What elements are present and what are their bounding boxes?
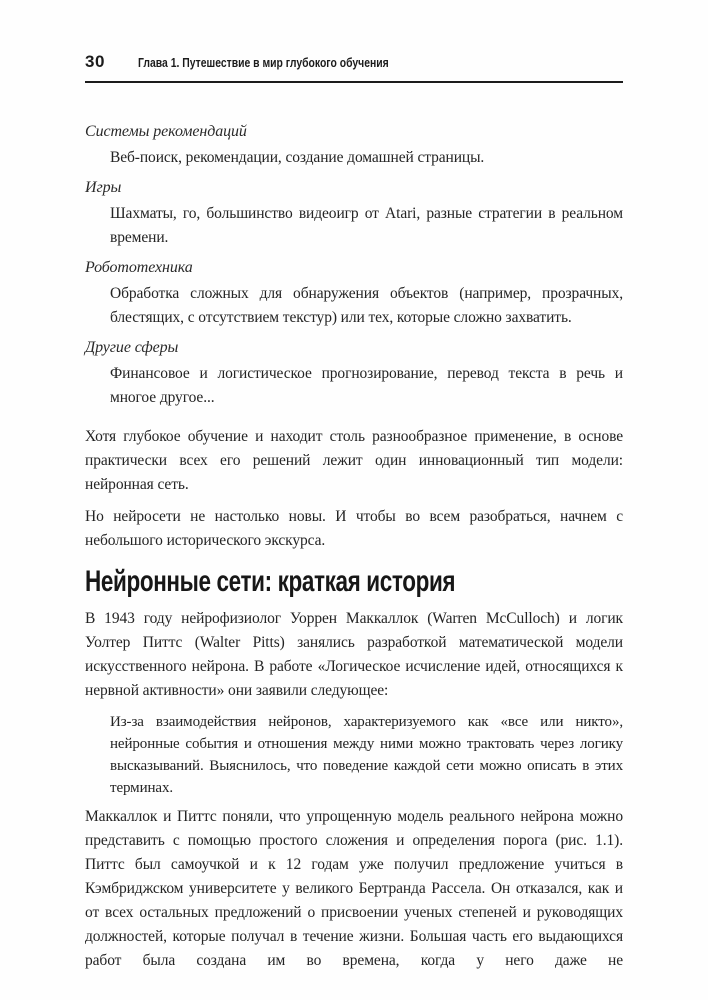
definition-term: Игры [85, 179, 122, 196]
definition-description: Веб-поиск, рекомендации, создание домашней страницы. [110, 149, 485, 166]
definition-term: Другие сферы [85, 339, 179, 356]
intro-paragraph: Хотя глубокое обучение и находит столь разнообразное применение, в основе практически всех его решений лежит один инновационный тип модели: нейронная сеть. [85, 428, 623, 493]
definition-block [85, 122, 623, 170]
definition-block [85, 338, 623, 410]
block-quote: Из-за взаимодействия нейронов, характеризуемого как «все или никто», нейронные события и отношения между ними можно трактовать через логику высказываний. Выяснилось, что поведение каждой сети можно описать в этих терминах. [110, 714, 623, 796]
page-body [85, 83, 623, 973]
page-number: 30 [85, 52, 105, 71]
definition-term: Робототехника [85, 259, 193, 276]
intro-paragraph: Но нейросети не настолько новы. И чтобы во всем разобраться, начнем с небольшого исторического экскурса. [85, 508, 623, 549]
body-paragraph: В 1943 году нейрофизиолог Уоррен Маккаллок (Warren McCulloch) и логик Уолтер Питтс (Walter Pitts) занялись разработкой математической модели искусственного нейрона. В работе «Логическое исчисление идей, относящихся к нервной активности» они заявили следующее: [85, 610, 623, 699]
definition-description: Обработка сложных для обнаружения объектов (например, прозрачных, блестящих, с отсутствием текстур) или тех, которые сложно захватить. [110, 285, 623, 326]
section-heading: Нейронные сети: краткая история [85, 565, 456, 598]
definition-description: Шахматы, го, большинство видеоигр от Atari, разные стратегии в реальном времени. [110, 205, 623, 246]
definition-block [85, 178, 623, 250]
chapter-running-title: Глава 1. Путешествие в мир глубокого обучения [137, 55, 389, 70]
definition-term: Системы рекомендаций [85, 123, 247, 140]
body-paragraph: Маккаллок и Питтс поняли, что упрощенную модель реального нейрона можно представить с помощью простого сложения и определения порога (рис. 1.1). Питтс был самоучкой и к 12 годам уже получил предложение учиться в Кэмбриджском университете у великого Бертранда Рассела. Он отказался, как и от всех остальных предложений о присвоении ученых степеней и руководящих должностей, которые получал в течение жизни. Большая часть его выдающихся работ была создана им во времена, когда у него даже не [85, 808, 623, 969]
definition-description: Финансовое и логистическое прогнозирование, перевод текста в речь и многое другое... [110, 365, 623, 406]
running-header [85, 0, 623, 83]
definition-block [85, 258, 623, 330]
